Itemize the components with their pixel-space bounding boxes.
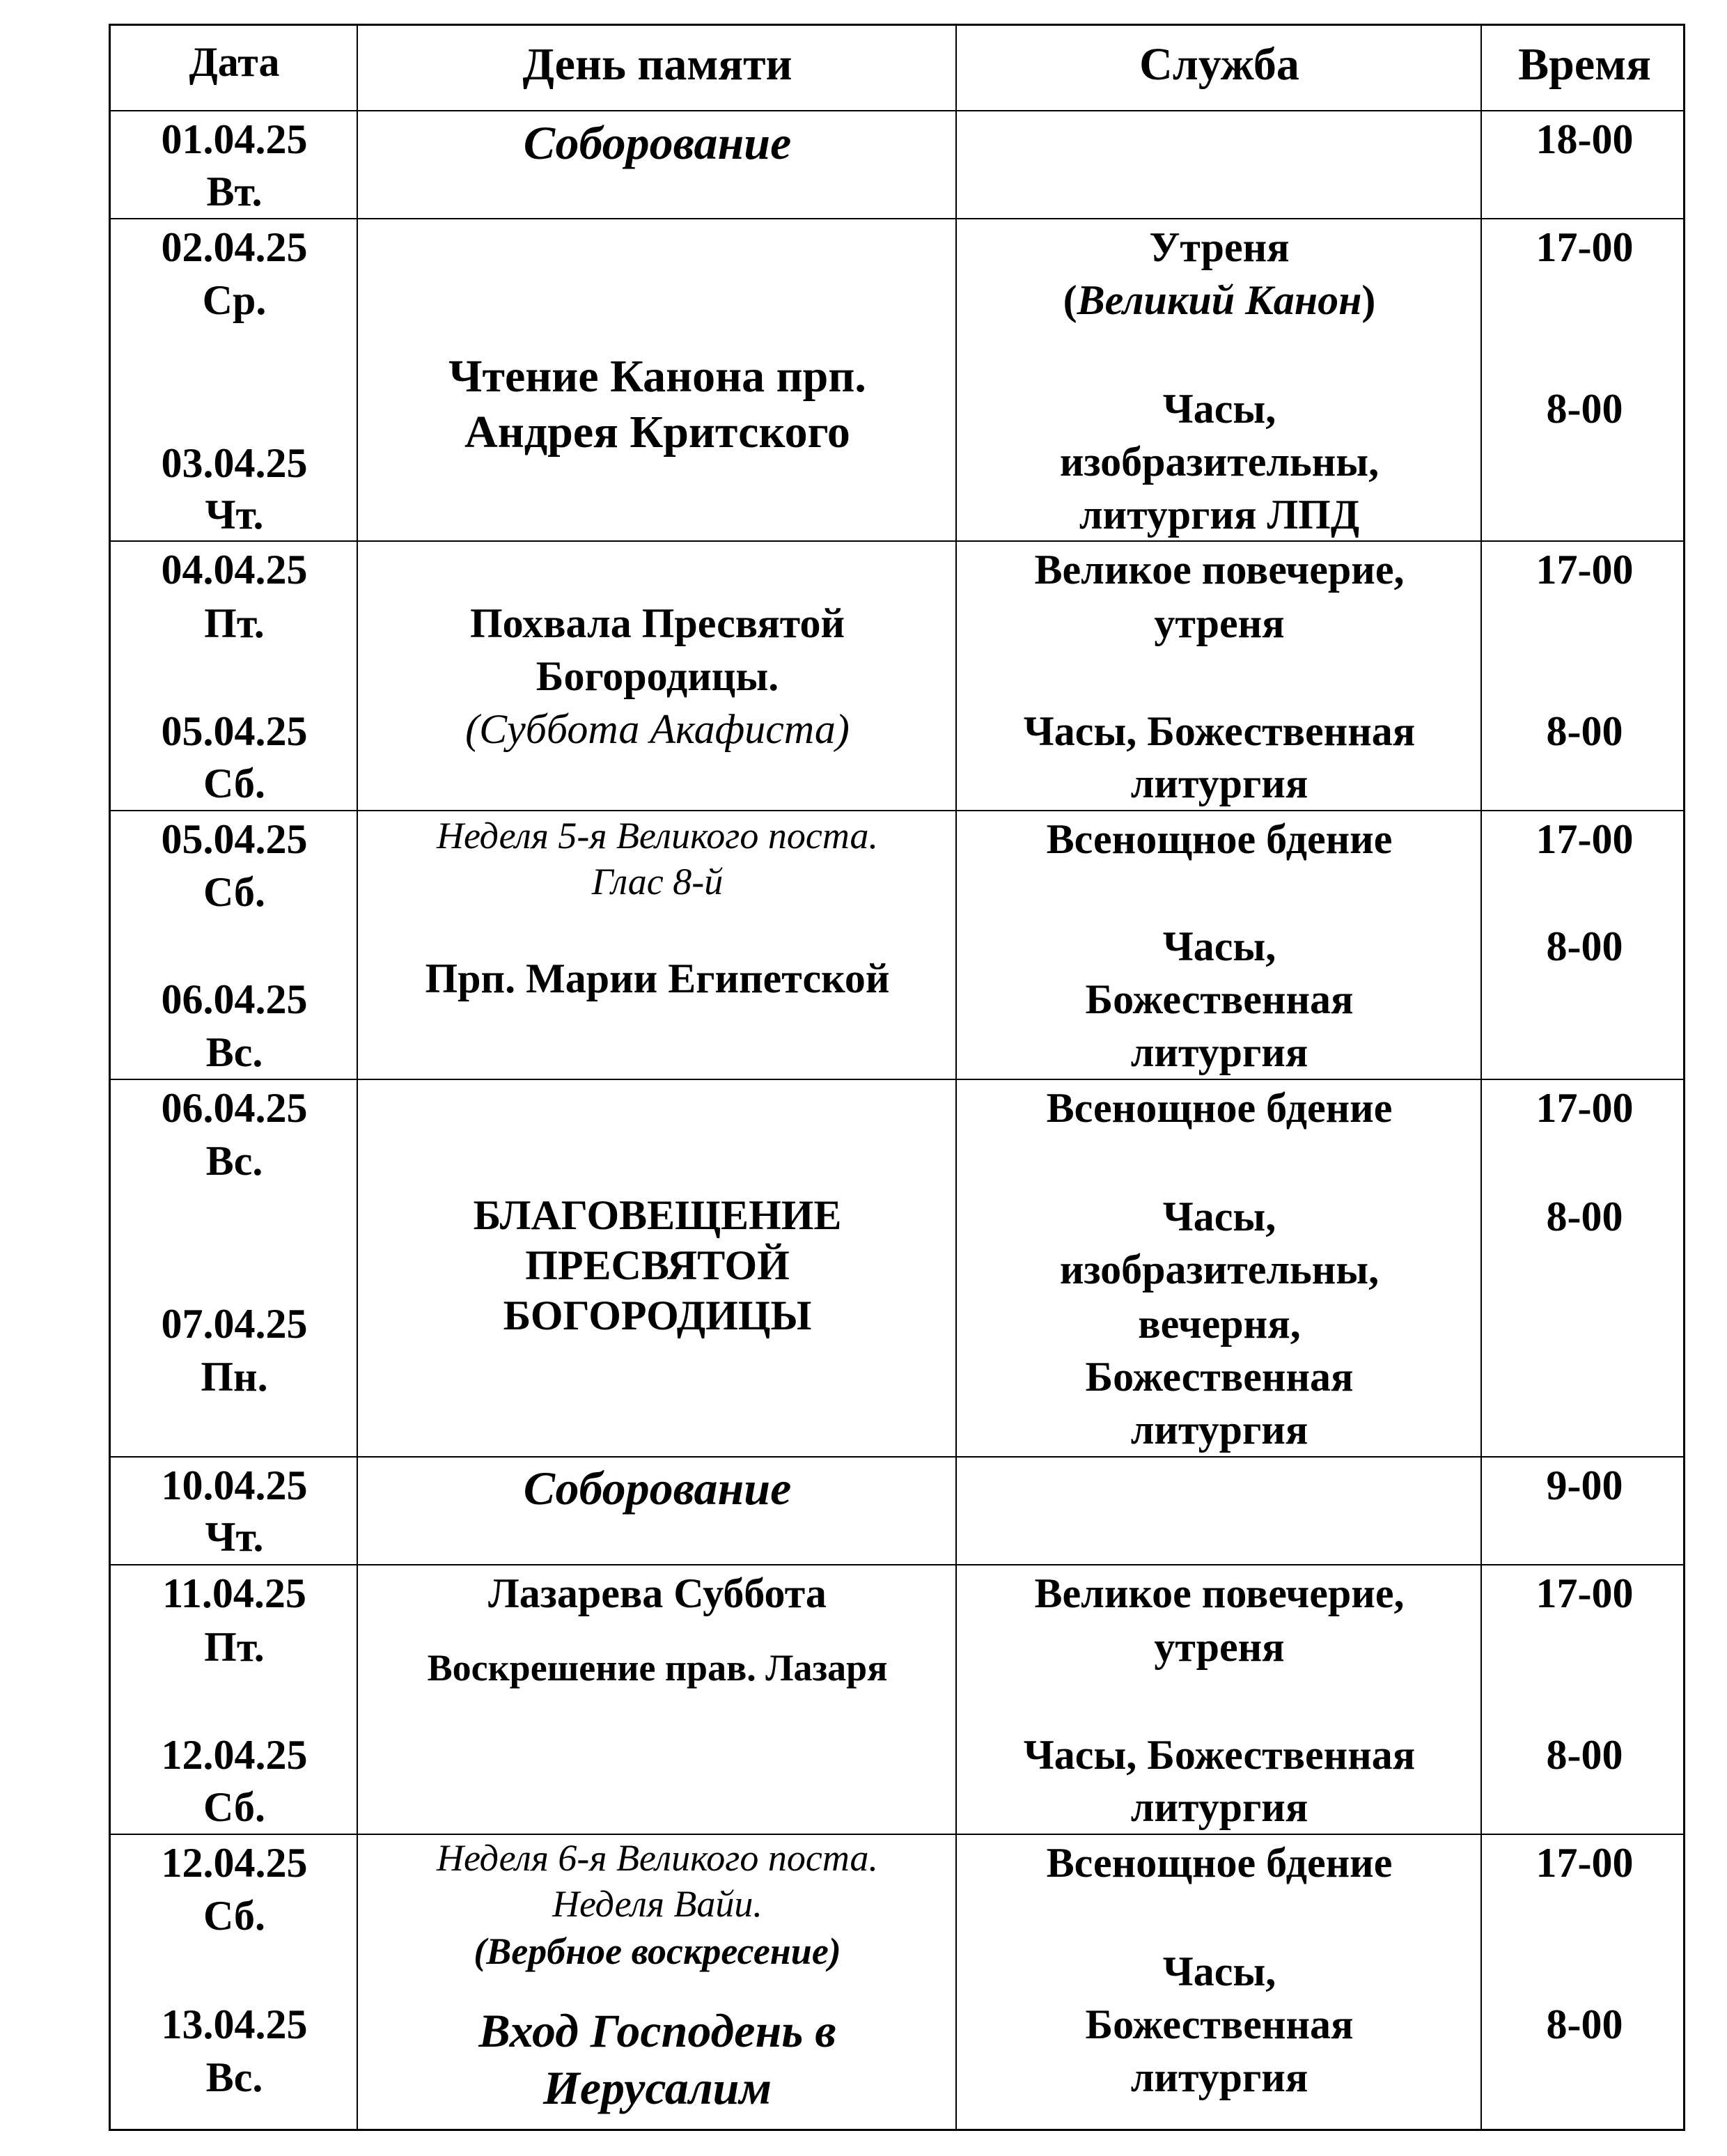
day-title: Чтение Канона прп. [448,351,866,402]
row-date: 12.04.25 [161,1732,308,1778]
day-note: Неделя Вайи. [552,1883,763,1925]
row-date: 05.04.25 [161,816,308,862]
service-name: утреня [1154,600,1285,646]
service-time: 17-00 [1535,816,1634,862]
row-divider [111,1456,1683,1458]
service-time: 8-00 [1546,923,1623,969]
day-note: Неделя 6-я Великого поста. [437,1837,878,1879]
day-title: БЛАГОВЕЩЕНИЕ [473,1192,842,1238]
service-time: 8-00 [1546,1732,1623,1778]
service-time: 8-00 [1546,386,1623,432]
row-date: 03.04.25 [161,440,308,486]
row-date: 11.04.25 [162,1570,306,1616]
day-title: Лазарева Суббота [488,1570,827,1616]
service-name: литургия [1130,2054,1308,2100]
schedule-table [109,24,1685,2131]
service-name: Божественная [1085,2001,1354,2047]
row-date: 06.04.25 [161,976,308,1022]
day-note: (Суббота Акафиста) [465,706,850,752]
service-name: изобразительны, [1059,439,1380,485]
row-weekday: Вс. [205,1138,263,1184]
service-time: 17-00 [1535,224,1634,270]
day-title: Иерусалим [542,2061,772,2114]
row-date: 07.04.25 [161,1301,308,1347]
service-name: Часы, [1162,1948,1276,1994]
service-name: Великое повечерие, [1034,1570,1405,1616]
row-weekday: Пт. [204,600,265,646]
row-weekday: Пн. [201,1354,268,1400]
row-date: 05.04.25 [161,708,308,754]
day-title: ПРЕСВЯТОЙ [525,1242,790,1288]
header-time: Время [1518,39,1651,90]
row-weekday: Чт. [205,1514,264,1560]
row-weekday: Вс. [205,2054,263,2100]
service-name: Великое повечерие, [1034,547,1405,593]
row-date: 06.04.25 [161,1085,308,1131]
row-weekday: Вс. [205,1029,263,1075]
row-weekday: Вт. [206,169,263,214]
day-title: Соборование [523,116,792,169]
day-title: Вход Господень в [478,2004,836,2057]
service-time: 17-00 [1535,547,1634,593]
day-title: Богородицы. [536,653,779,699]
row-divider [111,1079,1683,1080]
service-name: Божественная [1085,976,1354,1022]
service-name: Всенощное бдение [1046,1085,1393,1131]
service-name: литургия [1130,760,1308,806]
service-name: изобразительны, [1059,1247,1380,1292]
service-time: 18-00 [1535,116,1634,162]
service-time: 17-00 [1535,1085,1634,1131]
day-title: Похвала Пресвятой [469,600,845,646]
service-name: литургия [1130,1784,1308,1830]
service-time: 8-00 [1546,2001,1623,2047]
row-weekday: Пт. [204,1624,265,1670]
service-name: Часы, [1162,923,1276,969]
service-time: 8-00 [1546,708,1623,754]
row-weekday: Сб. [203,1893,266,1939]
day-note: Неделя 5-я Великого поста. [437,815,878,857]
service-time: 9-00 [1546,1462,1623,1508]
service-name: утреня [1154,1624,1285,1670]
row-weekday: Сб. [203,869,266,915]
row-weekday: Сб. [203,760,266,806]
row-divider [111,218,1683,219]
row-weekday: Чт. [205,492,264,538]
row-weekday: Ср. [202,277,267,323]
row-date: 12.04.25 [161,1840,308,1886]
day-note: Глас 8-й [591,861,724,903]
service-name: вечерня, [1138,1301,1301,1347]
service-name: Божественная [1085,1354,1354,1400]
service-name: Часы, [1162,386,1276,432]
service-time: 17-00 [1535,1840,1634,1886]
service-name: Часы, Божественная [1023,1732,1416,1778]
service-name: литургия [1130,1407,1308,1453]
row-divider [111,110,1683,111]
service-name: Всенощное бдение [1046,816,1393,862]
service-name: литургия [1130,1029,1308,1075]
service-name: Часы, Божественная [1023,708,1416,754]
service-name: (Великий Канон) [1063,277,1376,323]
row-date: 01.04.25 [161,116,308,162]
day-title: Прп. Марии Египетской [425,955,890,1001]
row-date: 13.04.25 [161,2001,308,2047]
row-weekday: Сб. [203,1784,266,1830]
day-subtitle: Воскрешение прав. Лазаря [427,1647,888,1689]
header-date: Дата [189,39,280,85]
row-date: 02.04.25 [161,224,308,270]
header-service: Служба [1139,39,1299,90]
row-date: 10.04.25 [161,1462,308,1508]
day-title: Андрея Критского [464,407,850,458]
row-divider [111,810,1683,811]
service-name: Часы, [1162,1194,1276,1240]
service-name: литургия ЛПД [1079,492,1360,538]
service-time: 8-00 [1546,1194,1623,1240]
service-name: Всенощное бдение [1046,1840,1393,1886]
service-time: 17-00 [1535,1570,1634,1616]
day-note: (Вербное воскресение) [474,1930,841,1972]
header-day: День памяти [522,39,792,90]
row-divider [111,1564,1683,1565]
row-date: 04.04.25 [161,547,308,593]
day-title: Соборование [523,1462,792,1515]
service-name: Утреня [1149,224,1290,270]
day-title: БОГОРОДИЦЫ [503,1292,812,1338]
